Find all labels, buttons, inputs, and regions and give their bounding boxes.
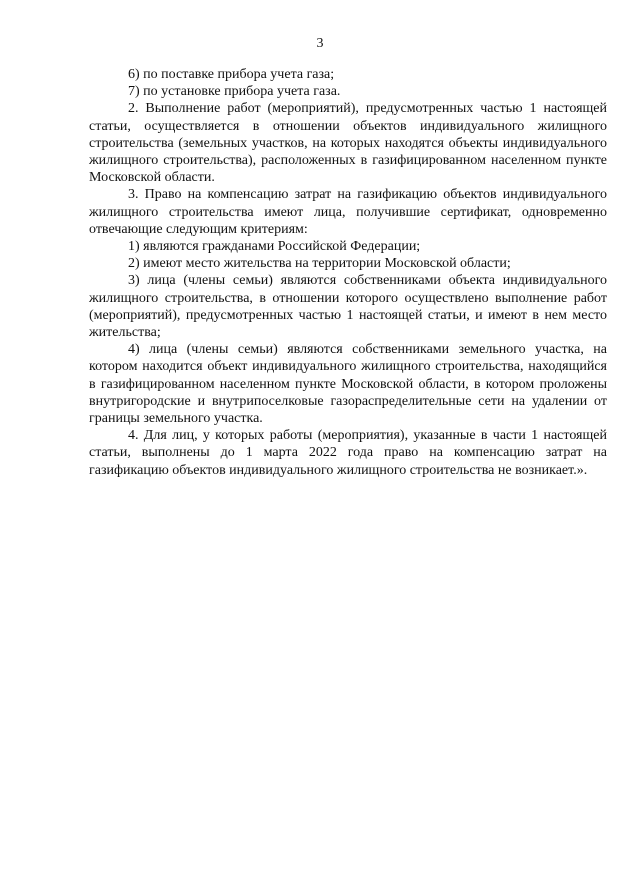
list-item-7: 7) по установке прибора учета газа. xyxy=(128,84,341,100)
criterion-4: 4) лица (члены семьи) являются собственниками земельного участка, на котором находится объект индивидуального жилищного строительства, находящийся в газифицированном населенном пункте Московской области, в котором проложены внутригородские и внутрипоселковые газораспределительные сети на удалении от границы земельного участка. xyxy=(89,342,607,427)
page-number: 3 xyxy=(316,36,324,51)
paragraph-4: 4. Для лиц, у которых работы (мероприятия), указанные в части 1 настоящей статьи, выполнены до 1 марта 2022 года право на компенсацию затрат на газификацию объектов индивидуального жилищного строительства не возникает.». xyxy=(89,428,607,478)
criterion-2: 2) имеют место жительства на территории Московской области; xyxy=(128,256,511,272)
paragraph-2: 2. Выполнение работ (мероприятий), предусмотренных частью 1 настоящей статьи, осуществляется в отношении объектов индивидуального жилищного строительства (земельных участков, на которых находятся объекты индивидуального жилищного строительства), расположенных в газифицированном населенном пункте Московской области. xyxy=(89,101,607,186)
paragraph-3: 3. Право на компенсацию затрат на газификацию объектов индивидуального жилищного строительства имеют лица, получившие сертификат, одновременно отвечающие следующим критериям: xyxy=(89,187,607,237)
criterion-3: 3) лица (члены семьи) являются собственниками объекта индивидуального жилищного строительства, в отношении которого осуществлено выполнение работ (мероприятий), предусмотренных частью 1 настоящей статьи, и имеют в нем место жительства; xyxy=(89,273,607,341)
criterion-1: 1) являются гражданами Российской Федерации; xyxy=(128,239,421,255)
list-item-6: 6) по поставке прибора учета газа; xyxy=(128,67,335,82)
document-body xyxy=(89,66,607,479)
